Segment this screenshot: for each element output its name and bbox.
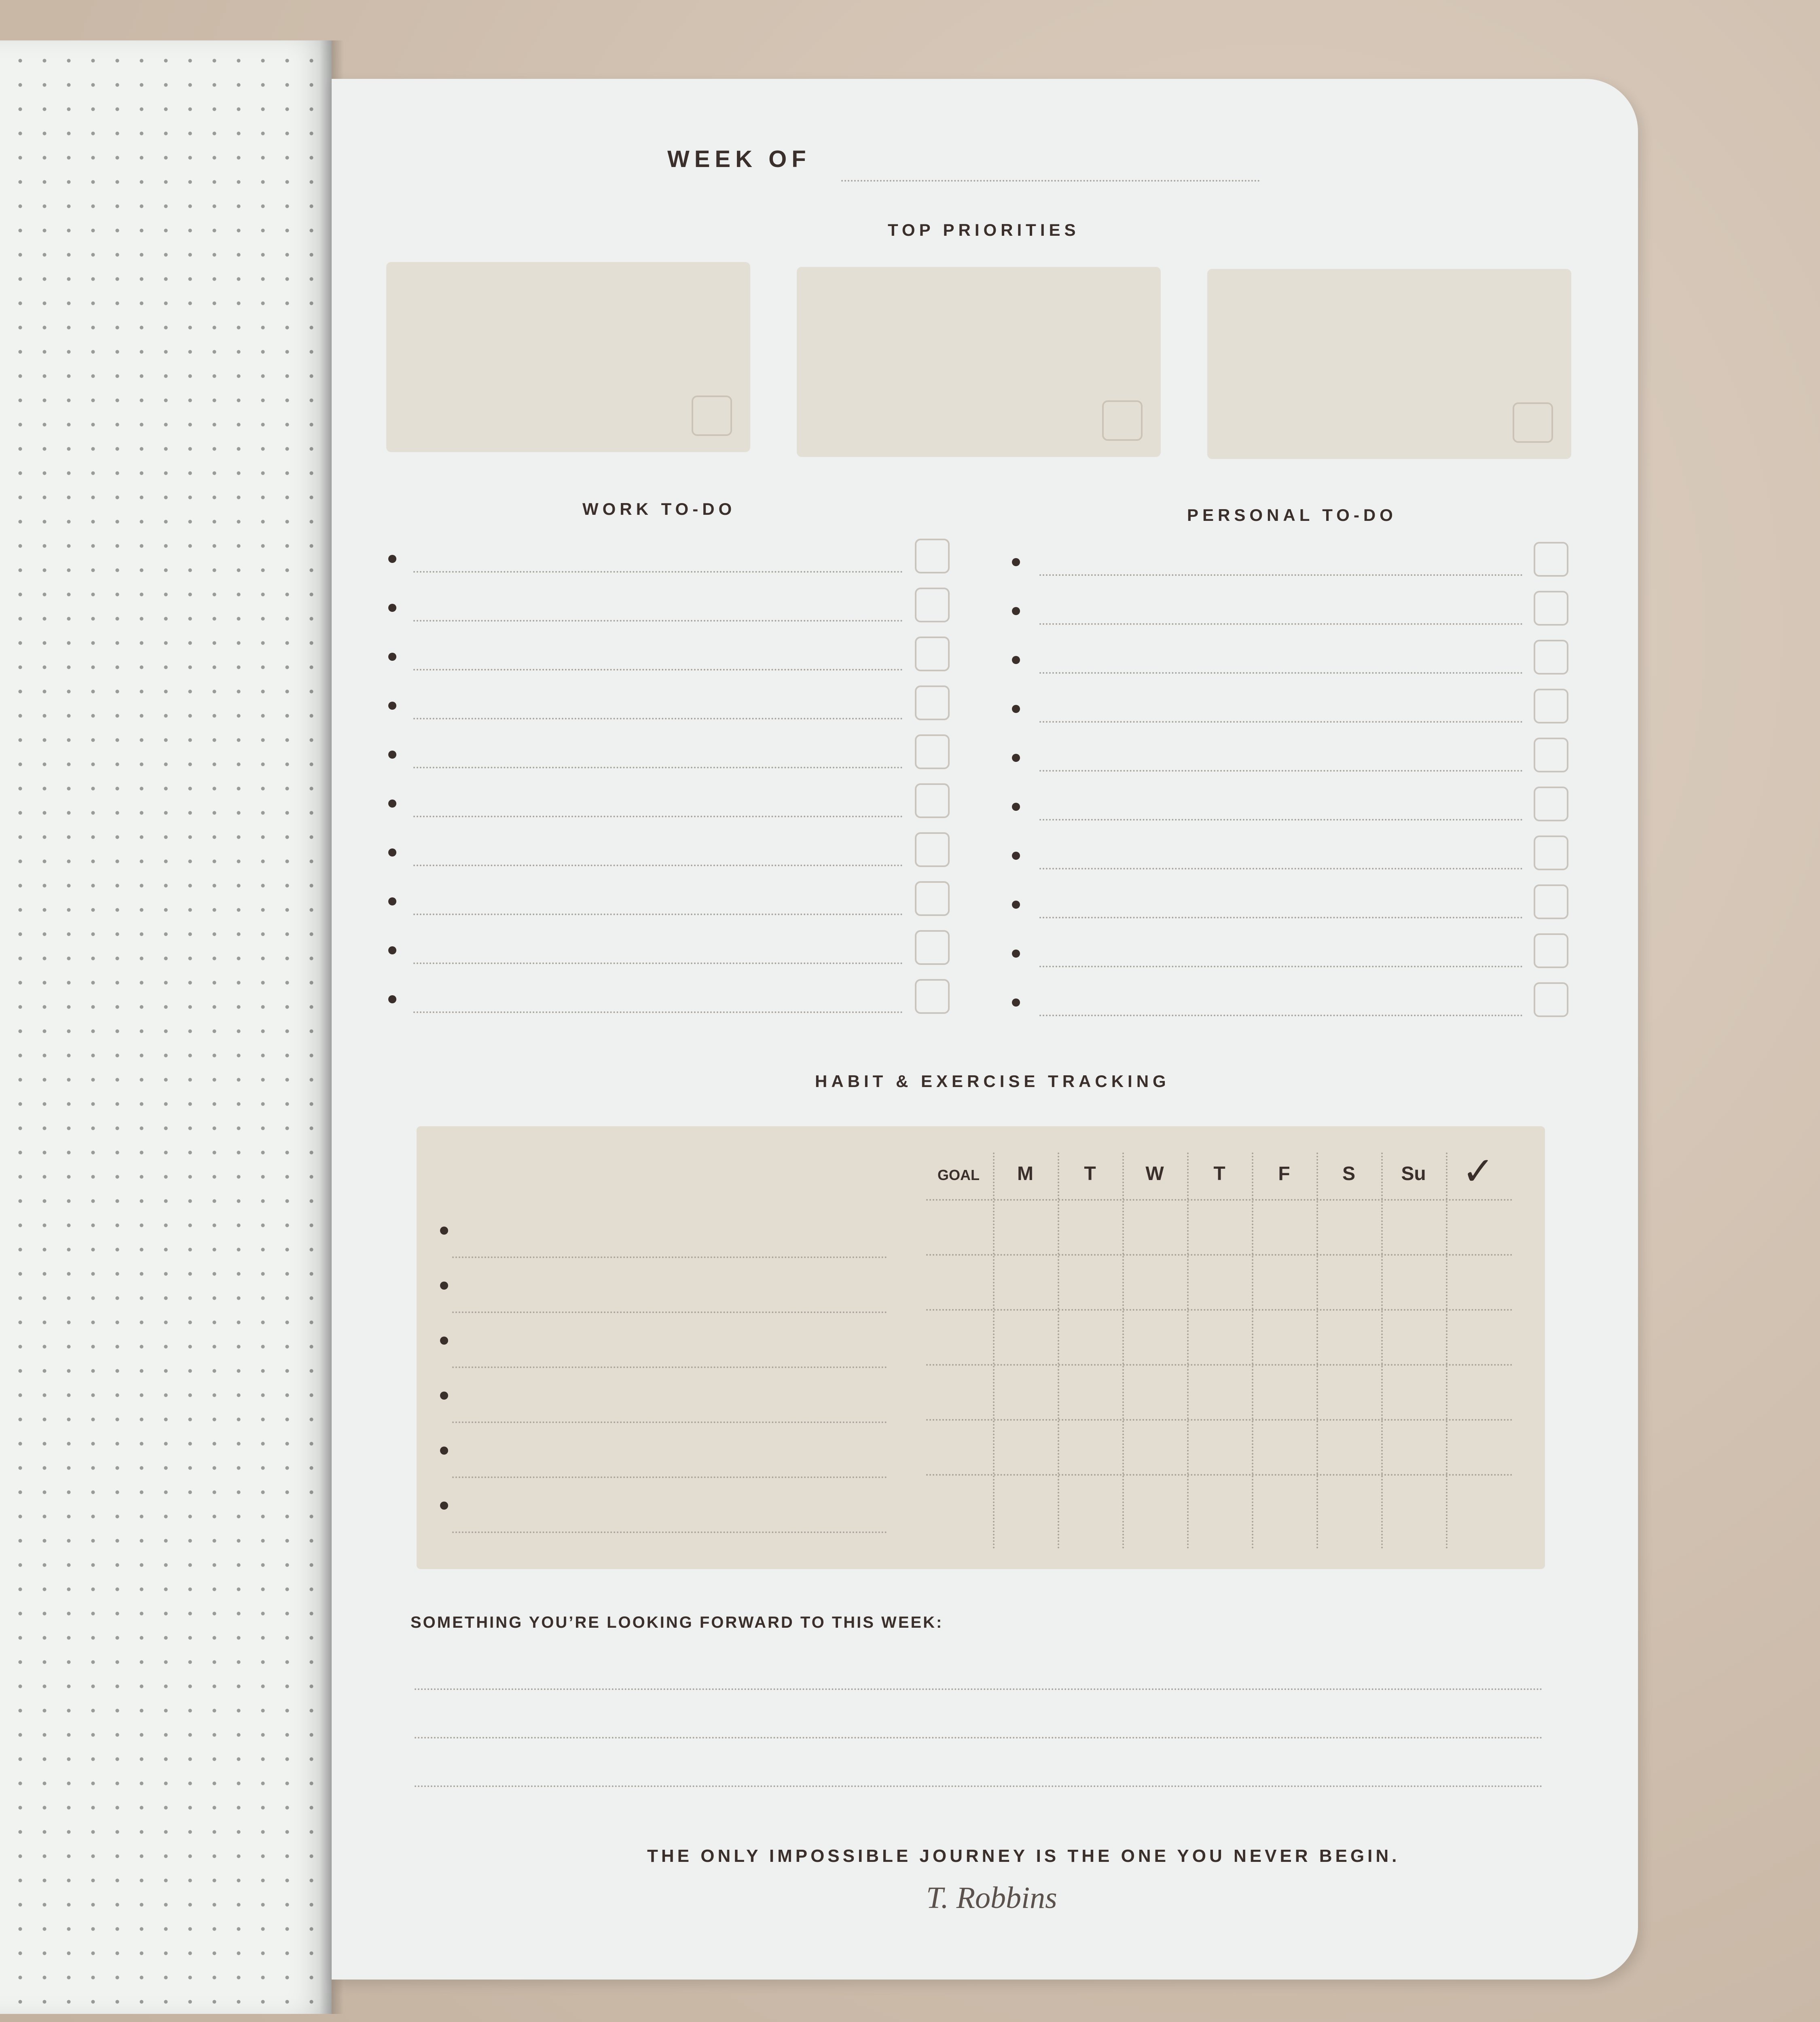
habit-bullet [440, 1392, 448, 1400]
habit-cell[interactable] [1381, 1366, 1446, 1419]
work-todo-line[interactable] [413, 962, 903, 964]
habit-cell[interactable] [1058, 1366, 1122, 1419]
habit-tracking-label: HABIT & EXERCISE TRACKING [815, 1072, 1170, 1091]
habit-cell[interactable] [1252, 1311, 1316, 1364]
habit-cell[interactable] [993, 1256, 1058, 1309]
work-todo-checkbox[interactable] [915, 930, 950, 965]
personal-todo-bullet [1012, 754, 1020, 762]
habit-day-header: T [1084, 1163, 1096, 1184]
personal-todo-line[interactable] [1039, 721, 1523, 723]
personal-todo-checkbox[interactable] [1534, 835, 1568, 870]
habit-grid-line [926, 1419, 1513, 1421]
work-todo-bullet [388, 653, 396, 661]
personal-todo-checkbox[interactable] [1534, 591, 1568, 626]
quote-text: THE ONLY IMPOSSIBLE JOURNEY IS THE ONE YOU NEVER BEGIN. [647, 1846, 1400, 1866]
personal-todo-checkbox[interactable] [1534, 884, 1568, 919]
habit-cell[interactable] [1316, 1476, 1381, 1529]
work-todo-checkbox[interactable] [915, 539, 950, 573]
looking-forward-line[interactable] [415, 1785, 1543, 1787]
personal-todo-bullet [1012, 607, 1020, 615]
habit-cell[interactable] [1187, 1311, 1252, 1364]
habit-cell[interactable] [926, 1366, 991, 1419]
work-todo-line[interactable] [413, 1011, 903, 1013]
personal-todo-line[interactable] [1039, 623, 1523, 625]
habit-cell[interactable] [1122, 1476, 1187, 1529]
habit-cell[interactable] [993, 1366, 1058, 1419]
habit-cell[interactable] [1122, 1201, 1187, 1254]
priority-checkbox[interactable] [1102, 400, 1143, 441]
habit-cell[interactable] [1316, 1256, 1381, 1309]
habit-cell[interactable] [1446, 1476, 1511, 1529]
looking-forward-label: SOMETHING YOU’RE LOOKING FORWARD TO THIS WEEK: [411, 1614, 944, 1631]
work-todo-line[interactable] [413, 914, 903, 915]
work-todo-checkbox[interactable] [915, 783, 950, 818]
work-todo-bullet [388, 799, 396, 808]
work-todo-line[interactable] [413, 718, 903, 719]
work-todo-bullet [388, 848, 396, 857]
habit-cell[interactable] [1252, 1256, 1316, 1309]
work-todo-checkbox[interactable] [915, 734, 950, 769]
habit-name-line[interactable] [452, 1256, 887, 1258]
personal-todo-bullet [1012, 803, 1020, 811]
signature: T. Robbins [926, 1881, 1057, 1915]
work-todo-checkbox[interactable] [915, 637, 950, 671]
left-dot-grid-page [0, 40, 332, 2014]
habit-cell[interactable] [1446, 1366, 1511, 1419]
personal-todo-checkbox[interactable] [1534, 640, 1568, 675]
habit-cell[interactable] [993, 1476, 1058, 1529]
habit-cell[interactable] [1252, 1421, 1316, 1474]
work-todo-bullet [388, 897, 396, 905]
personal-todo-line[interactable] [1039, 819, 1523, 821]
habit-cell[interactable] [1316, 1311, 1381, 1364]
habit-grid-line [926, 1199, 1513, 1201]
habit-cell[interactable] [993, 1421, 1058, 1474]
habit-name-line[interactable] [452, 1311, 887, 1313]
habit-name-line[interactable] [452, 1366, 887, 1368]
habit-grid-line [926, 1254, 1513, 1256]
personal-todo-checkbox[interactable] [1534, 689, 1568, 723]
top-priorities-label: TOP PRIORITIES [888, 220, 1080, 239]
looking-forward-line[interactable] [415, 1737, 1543, 1739]
work-todo-line[interactable] [413, 669, 903, 670]
habit-cell[interactable] [993, 1311, 1058, 1364]
personal-todo-line[interactable] [1039, 1015, 1523, 1016]
habit-name-line[interactable] [452, 1476, 887, 1478]
habit-cell[interactable] [1187, 1366, 1252, 1419]
priority-card[interactable] [1207, 269, 1571, 459]
personal-todo-checkbox[interactable] [1534, 982, 1568, 1017]
personal-todo-bullet [1012, 901, 1020, 909]
habit-cell[interactable] [1316, 1366, 1381, 1419]
priority-checkbox[interactable] [1513, 402, 1553, 443]
habit-cell[interactable] [926, 1311, 991, 1364]
habit-bullet [440, 1282, 448, 1290]
habit-bullet [440, 1502, 448, 1510]
work-todo-bullet [388, 995, 396, 1003]
work-todo-checkbox[interactable] [915, 881, 950, 916]
work-todo-bullet [388, 751, 396, 759]
habit-cell[interactable] [926, 1421, 991, 1474]
work-todo-line[interactable] [413, 816, 903, 817]
work-todo-checkbox[interactable] [915, 832, 950, 867]
habit-bullet [440, 1447, 448, 1455]
personal-todo-label: PERSONAL TO-DO [1187, 506, 1397, 525]
habit-day-header: T [1213, 1163, 1225, 1184]
personal-todo-checkbox[interactable] [1534, 933, 1568, 968]
habit-cell[interactable] [1058, 1421, 1122, 1474]
habit-cell[interactable] [1381, 1476, 1446, 1529]
habit-cell[interactable] [1252, 1201, 1316, 1254]
habit-cell[interactable] [1252, 1476, 1316, 1529]
work-todo-label: WORK TO-DO [582, 499, 736, 518]
habit-cell[interactable] [1446, 1201, 1511, 1254]
personal-todo-line[interactable] [1039, 574, 1523, 576]
habit-grid-line [926, 1474, 1513, 1476]
work-todo-bullet [388, 604, 396, 612]
personal-todo-line[interactable] [1039, 966, 1523, 967]
personal-todo-bullet [1012, 656, 1020, 664]
habit-day-header: Su [1401, 1163, 1426, 1184]
work-todo-checkbox[interactable] [915, 685, 950, 720]
habit-day-header: M [1017, 1163, 1033, 1184]
habit-day-header: F [1278, 1163, 1290, 1184]
work-todo-bullet [388, 702, 396, 710]
habit-cell[interactable] [993, 1201, 1058, 1254]
personal-todo-bullet [1012, 998, 1020, 1007]
personal-todo-bullet [1012, 705, 1020, 713]
personal-todo-bullet [1012, 558, 1020, 566]
personal-todo-line[interactable] [1039, 868, 1523, 869]
habit-cell[interactable] [1122, 1421, 1187, 1474]
habit-cell[interactable] [1058, 1201, 1122, 1254]
looking-forward-line[interactable] [415, 1688, 1543, 1690]
habit-cell[interactable] [1381, 1256, 1446, 1309]
habit-day-header: W [1145, 1163, 1164, 1184]
habit-cell[interactable] [1058, 1476, 1122, 1529]
habit-cell[interactable] [926, 1256, 991, 1309]
habit-goal-header: GOAL [938, 1167, 980, 1183]
personal-todo-line[interactable] [1039, 917, 1523, 918]
habit-cell[interactable] [1058, 1256, 1122, 1309]
habit-cell[interactable] [1187, 1421, 1252, 1474]
personal-todo-checkbox[interactable] [1534, 542, 1568, 577]
habit-cell[interactable] [1446, 1256, 1511, 1309]
habit-cell[interactable] [1187, 1476, 1252, 1529]
work-todo-line[interactable] [413, 865, 903, 866]
habit-grid-line [926, 1364, 1513, 1366]
habit-bullet [440, 1337, 448, 1345]
habit-cell[interactable] [926, 1476, 991, 1529]
habit-grid-line [926, 1309, 1513, 1311]
personal-todo-bullet [1012, 852, 1020, 860]
week-of-label: WEEK OF [667, 146, 811, 172]
habit-name-line[interactable] [452, 1421, 887, 1423]
work-todo-bullet [388, 946, 396, 954]
priority-checkbox[interactable] [692, 396, 732, 436]
work-todo-bullet [388, 555, 396, 563]
personal-todo-bullet [1012, 950, 1020, 958]
work-todo-checkbox[interactable] [915, 979, 950, 1014]
habit-cell[interactable] [1122, 1366, 1187, 1419]
personal-todo-checkbox[interactable] [1534, 787, 1568, 821]
personal-todo-line[interactable] [1039, 770, 1523, 772]
habit-cell[interactable] [1381, 1311, 1446, 1364]
habit-cell[interactable] [1187, 1201, 1252, 1254]
habit-cell[interactable] [1122, 1256, 1187, 1309]
habit-bullet [440, 1227, 448, 1235]
habit-cell[interactable] [1058, 1311, 1122, 1364]
work-todo-line[interactable] [413, 571, 903, 573]
habit-cell[interactable] [1381, 1201, 1446, 1254]
habit-cell[interactable] [1316, 1201, 1381, 1254]
work-todo-checkbox[interactable] [915, 588, 950, 622]
work-todo-line[interactable] [413, 767, 903, 768]
habit-cell[interactable] [1446, 1311, 1511, 1364]
priority-card[interactable] [797, 267, 1161, 457]
habit-cell[interactable] [1187, 1256, 1252, 1309]
priority-card[interactable] [386, 262, 750, 452]
personal-todo-line[interactable] [1039, 672, 1523, 674]
habit-cell[interactable] [1252, 1366, 1316, 1419]
habit-cell[interactable] [926, 1201, 991, 1254]
habit-name-line[interactable] [452, 1531, 887, 1533]
personal-todo-checkbox[interactable] [1534, 738, 1568, 772]
habit-cell[interactable] [1446, 1421, 1511, 1474]
habit-cell[interactable] [1122, 1311, 1187, 1364]
habit-cell[interactable] [1316, 1421, 1381, 1474]
habit-day-header: S [1342, 1163, 1355, 1184]
week-of-line[interactable] [841, 180, 1260, 182]
work-todo-line[interactable] [413, 620, 903, 622]
habit-cell[interactable] [1381, 1421, 1446, 1474]
habit-check-header: ✓ [1462, 1150, 1495, 1193]
